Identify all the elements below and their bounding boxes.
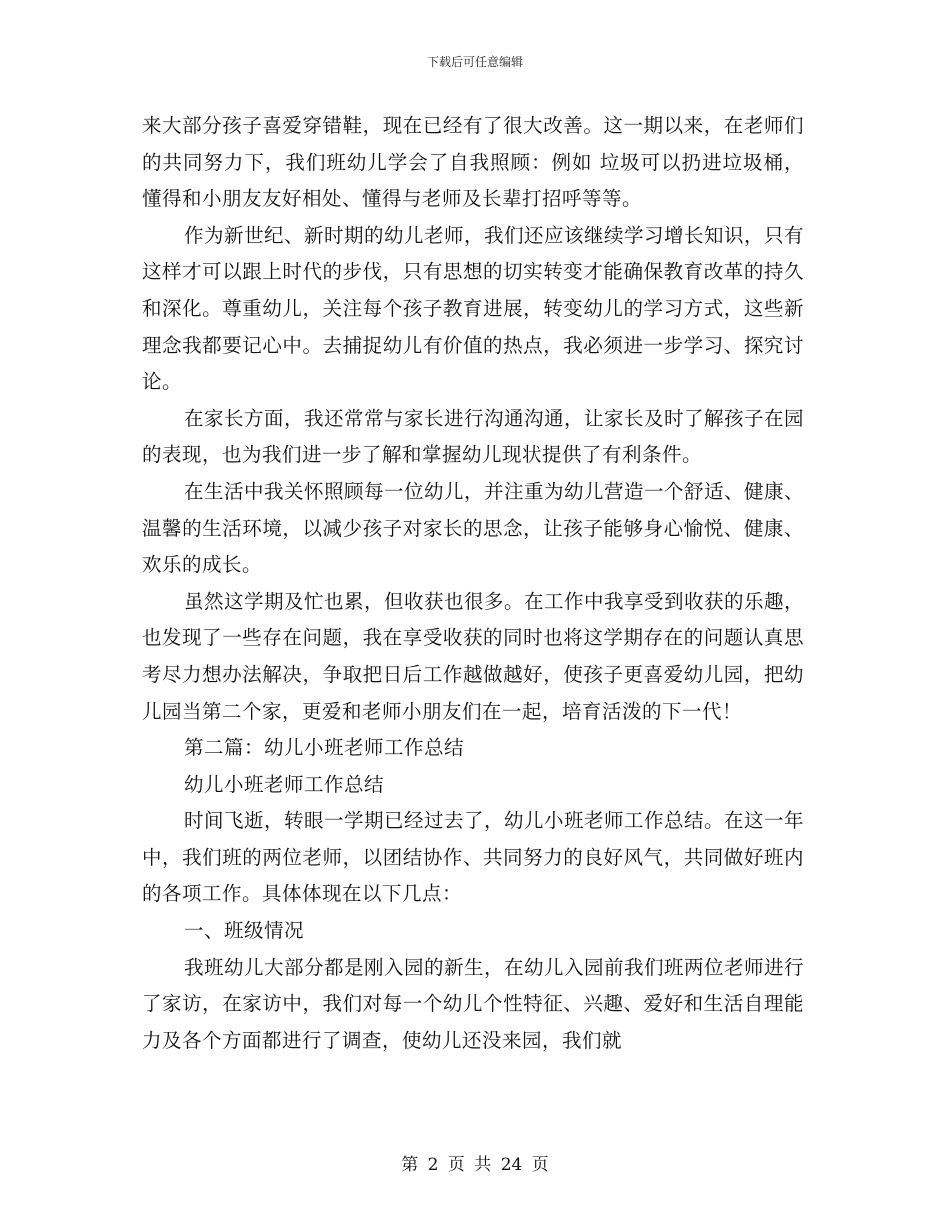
section-heading: 第二篇：幼儿小班老师工作总结: [184, 736, 465, 760]
paragraph-continued: 来大部分孩子喜爱穿错鞋，现在已经有了很大改善。这一期以来，在老师们的共同努力下，我们班幼儿学会了自我照顾：例如 垃圾可以扔进垃圾桶，懂得和小朋友友好相处、懂得与老师及长辈打招呼等等。: [142, 114, 804, 211]
paragraph: 在家长方面，我还常常与家长进行沟通沟通，让家长及时了解孩子在园的表现，也为我们进一步了解和掌握幼儿现状提供了有利条件。: [142, 406, 805, 467]
paragraph: 虽然这学期及忙也累，但收获也很多。在工作中我享受到收获的乐趣，也发现了一些存在问题，我在享受收获的同时也将这学期存在的问题认真思考尽力想办法解决，争取把日后工作越做越好，使孩子更喜爱幼儿园，把幼儿园当第二个家，更爱和老师小朋友们在一起，培育活泼的下一代！: [142, 589, 805, 723]
paragraph: 时间飞逝，转眼一学期已经过去了，幼儿小班老师工作总结。在这一年中，我们班的两位老师，以团结协作、共同努力的良好风气，共同做好班内的各项工作。具体体现在以下几点：: [142, 809, 805, 906]
page-number-footer: 第 2 页 共 24 页: [401, 1155, 549, 1175]
paragraph: 我班幼儿大部分都是刚入园的新生，在幼儿入园前我们班两位老师进行了家访，在家访中，我们对每一个幼儿个性特征、兴趣、爱好和生活自理能力及各个方面都进行了调查，使幼儿还没来园，我们就: [142, 955, 805, 1052]
paragraph: 作为新世纪、新时期的幼儿老师，我们还应该继续学习增长知识，只有这样才可以跟上时代的步伐，只有思想的切实转变才能确保教育改革的持久和深化。尊重幼儿，关注每个孩子教育进展，转变幼儿的学习方式，这些新理念我都要记心中。去捕捉幼儿有价值的热点，我必须进一步学习、探究讨论。: [142, 223, 805, 394]
page-header: 下载后可任意编辑: [426, 55, 523, 69]
paragraph: 在生活中我关怀照顾每一位幼儿，并注重为幼儿营造一个舒适、健康、温馨的生活环境，以减少孩子对家长的思念，让孩子能够身心愉悦、健康、欢乐的成长。: [142, 479, 805, 577]
subsection-heading: 一、班级情况: [184, 919, 305, 943]
document-body: [142, 108, 804, 1059]
article-title: 幼儿小班老师工作总结: [184, 772, 385, 796]
